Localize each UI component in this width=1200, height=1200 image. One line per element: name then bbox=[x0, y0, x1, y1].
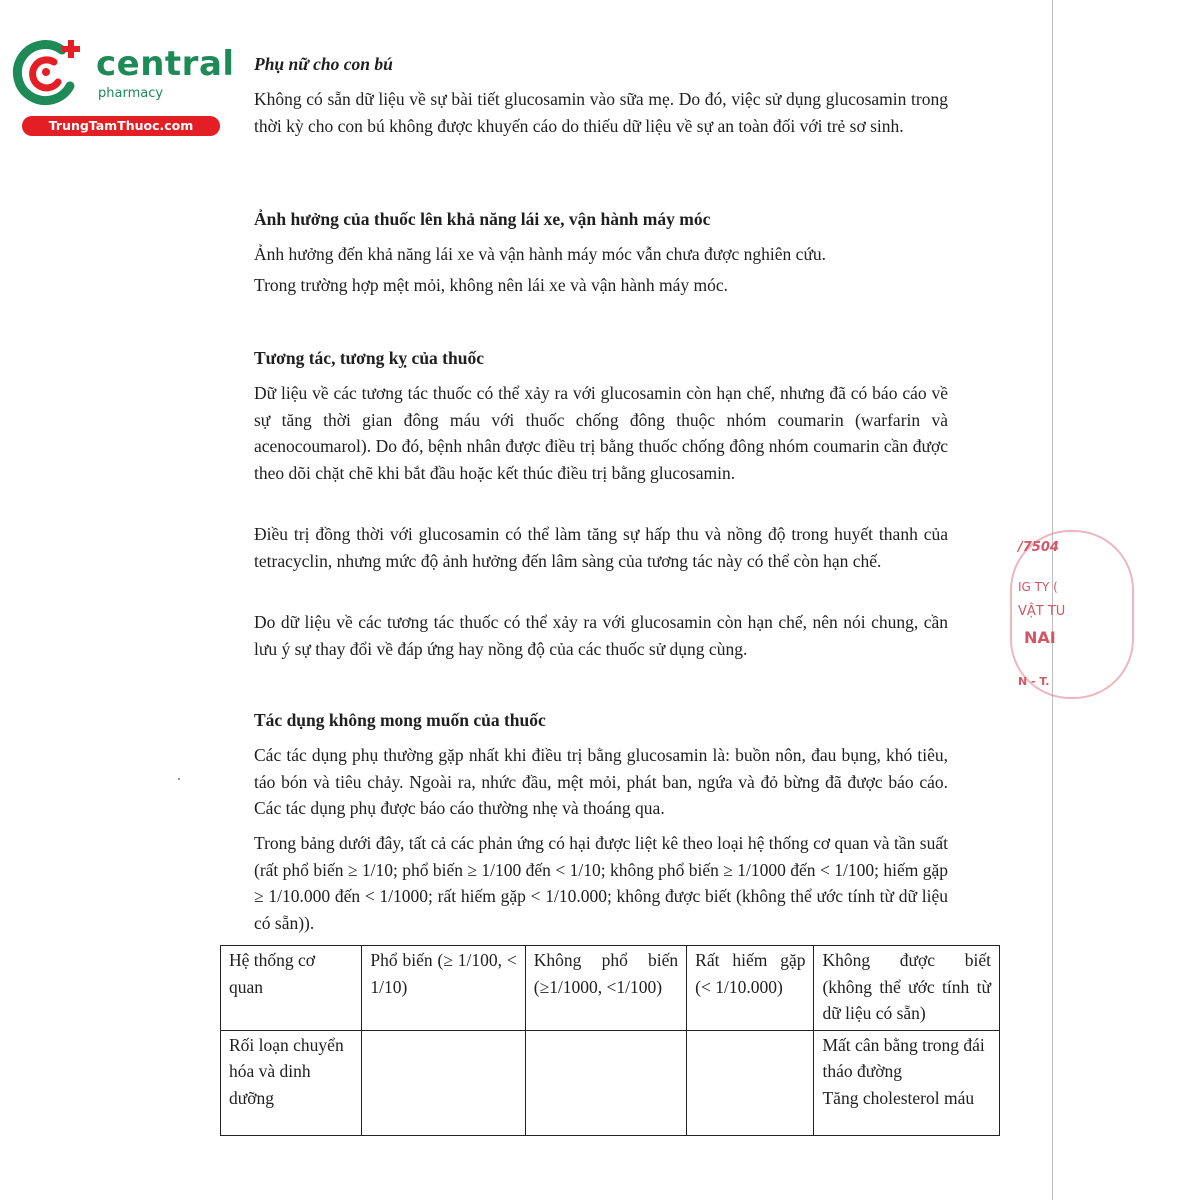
paragraph-interactions-1: Dữ liệu về các tương tác thuốc có thể xảy ra với glucosamin còn hạn chế, nhưng đã có báo cáo về sự tăng thời gian đông máu với thuốc chống đông thuộc nhóm coumarin (warfarin và acenocoumarol). Do đó, bệnh nhân được điều trị bằng thuốc chống đông nhóm coumarin cần được theo dõi chặt chẽ khi bắt đầu hoặc kết thúc điều trị bằng glucosamin. bbox=[254, 383, 948, 483]
logo-sub-text: pharmacy bbox=[98, 86, 164, 101]
stamp-line-1: /7504 bbox=[1018, 540, 1059, 555]
heading-breastfeeding: Phụ nữ cho con bú bbox=[254, 54, 393, 74]
heading-interactions: Tương tác, tương kỵ của thuốc bbox=[254, 348, 484, 368]
cell-very-rare bbox=[687, 1030, 814, 1135]
table-row bbox=[221, 1030, 1000, 1135]
heading-driving: Ảnh hưởng của thuốc lên khả năng lái xe, vận hành máy móc bbox=[254, 209, 711, 229]
company-stamp bbox=[1010, 530, 1066, 700]
paragraph-driving-2: Trong trường hợp mệt mỏi, không nên lái xe và vận hành máy móc. bbox=[254, 275, 729, 295]
paragraph-interactions-3: Do dữ liệu về các tương tác thuốc có thể xảy ra với glucosamin còn hạn chế, nên nói chung, cần lưu ý sự thay đổi về đáp ứng hay nồng độ của các thuốc sử dụng cùng. bbox=[254, 612, 948, 659]
paragraph-side-effects-1: Các tác dụng phụ thường gặp nhất khi điều trị bằng glucosamin là: buồn nôn, đau bụng, khó tiêu, táo bón và tiêu chảy. Ngoài ra, nhức đầu, mệt mỏi, phát ban, ngứa và đỏ bừng đã được báo cáo. Các tác dụng phụ được báo cáo thường nhẹ và thoáng qua. bbox=[254, 745, 948, 818]
paragraph-interactions-2: Điều trị đồng thời với glucosamin có thể làm tăng sự hấp thu và nồng độ trong huyết thanh của tetracyclin, nhưng mức độ ảnh hưởng đến lâm sàng của tương tác này có thể còn hạn chế. bbox=[254, 524, 948, 571]
paragraph-side-effects-2: Trong bảng dưới đây, tất cả các phản ứng có hại được liệt kê theo loại hệ thống cơ quan và tần suất (rất phổ biến ≥ 1/10; phổ biến ≥ 1/100 đến < 1/10; không phổ biến ≥ 1/1000 đến < 1/100; hiếm gặp ≥ 1/10.000 đến < 1/1000; rất hiếm gặp < 1/10.000; không được biết (không thể ước tính từ dữ liệu có sẵn)). bbox=[254, 833, 948, 933]
paragraph-driving-1: Ảnh hưởng đến khả năng lái xe và vận hành máy móc vẫn chưa được nghiên cứu. bbox=[254, 244, 827, 264]
cell-uncommon bbox=[525, 1030, 686, 1135]
table-header-row bbox=[221, 946, 1000, 1031]
cell-common bbox=[362, 1030, 525, 1135]
stamp-line-3: VẬT TU bbox=[1018, 604, 1066, 619]
header-uncommon: Không phổ biến (≥1/1000, <1/100) bbox=[525, 946, 686, 1031]
adverse-reactions-table bbox=[220, 945, 1000, 1136]
paragraph-breastfeeding: Không có sẵn dữ liệu về sự bài tiết glucosamin vào sữa mẹ. Do đó, việc sử dụng glucosamin trong thời kỳ cho con bú không được khuyến cáo do thiếu dữ liệu về sự an toàn đối với trẻ sơ sinh. bbox=[254, 89, 948, 136]
heading-side-effects: Tác dụng không mong muốn của thuốc bbox=[254, 710, 546, 730]
unknown-effect-1: Mất cân bằng trong đái tháo đường bbox=[822, 1034, 985, 1081]
header-common: Phổ biến (≥ 1/100, < 1/10) bbox=[362, 946, 525, 1031]
stamp-line-5: N - T. bbox=[1018, 675, 1050, 688]
stamp-line-4: NAI bbox=[1024, 628, 1056, 647]
header-unknown: Không được biết (không thể ước tính từ dữ liệu có sẵn) bbox=[814, 946, 1000, 1031]
cell-organ-system: Rối loạn chuyển hóa và dinh dưỡng bbox=[221, 1030, 362, 1135]
scan-speck bbox=[178, 778, 180, 780]
logo-url-badge: TrungTamThuoc.com bbox=[22, 116, 220, 136]
unknown-effect-2: Tăng cholesterol máu bbox=[822, 1087, 975, 1108]
cell-unknown bbox=[814, 1030, 1000, 1135]
header-very-rare: Rất hiếm gặp (< 1/10.000) bbox=[687, 946, 814, 1031]
logo-brand-text: central bbox=[96, 44, 235, 84]
stamp-line-2: IG TY ( bbox=[1018, 580, 1058, 594]
header-organ-system: Hệ thống cơ quan bbox=[221, 946, 362, 1031]
central-pharmacy-logo-icon bbox=[10, 36, 90, 108]
central-pharmacy-logo bbox=[10, 36, 235, 136]
